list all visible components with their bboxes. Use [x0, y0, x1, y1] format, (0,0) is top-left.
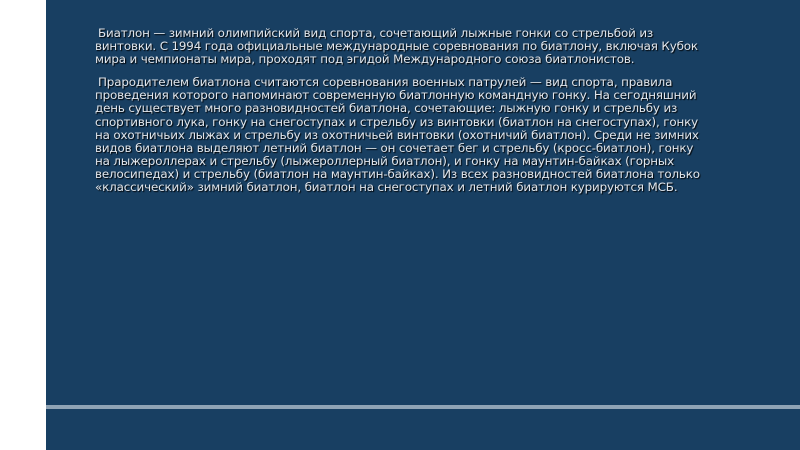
paragraph-biathlon-history: Прародителем биатлона считаются соревнования военных патрулей — вид спорта, правила проведения которого напоминают современную биатлонную командную гонку. На сегодняшний день существует много разновидностей биатлона, сочетающие: лыжную гонку и стрельбу из спортивного лука, гонку на снегоступах и стрельбу из винтовки (биатлон на снегоступах), гонку на охотничьих лыжах и стрельбу из охотничьей винтовки (охотничий биатлон). Среди не зимних видов биатлона выделяют летний биатлон — он сочетает бег и стрельбу (кросс-биатлон), гонку на лыжероллерах и стрельбу (лыжероллерный биатлон), и гонку на маунтин-байках (горных велосипедах) и стрельбу (биатлон на маунтин-байках). Из всех разновидностей биатлона только «классический» зимний биатлон, биатлон на снегоступах и летний биатлон курируются МСБ. — [95, 75, 700, 195]
slide-panel — [46, 0, 800, 450]
slide-text-body — [95, 27, 707, 194]
slide-left-margin — [0, 0, 46, 450]
slide-divider-line — [46, 405, 800, 409]
paragraph-biathlon-definition: Биатлон — зимний олимпийский вид спорта, сочетающий лыжные гонки со стрельбой из винтовки. С 1994 года официальные международные соревнования по биатлону, включая Кубок мира и чемпионаты мира, проходят под эгидой Международного союза биатлонистов. — [95, 26, 698, 67]
